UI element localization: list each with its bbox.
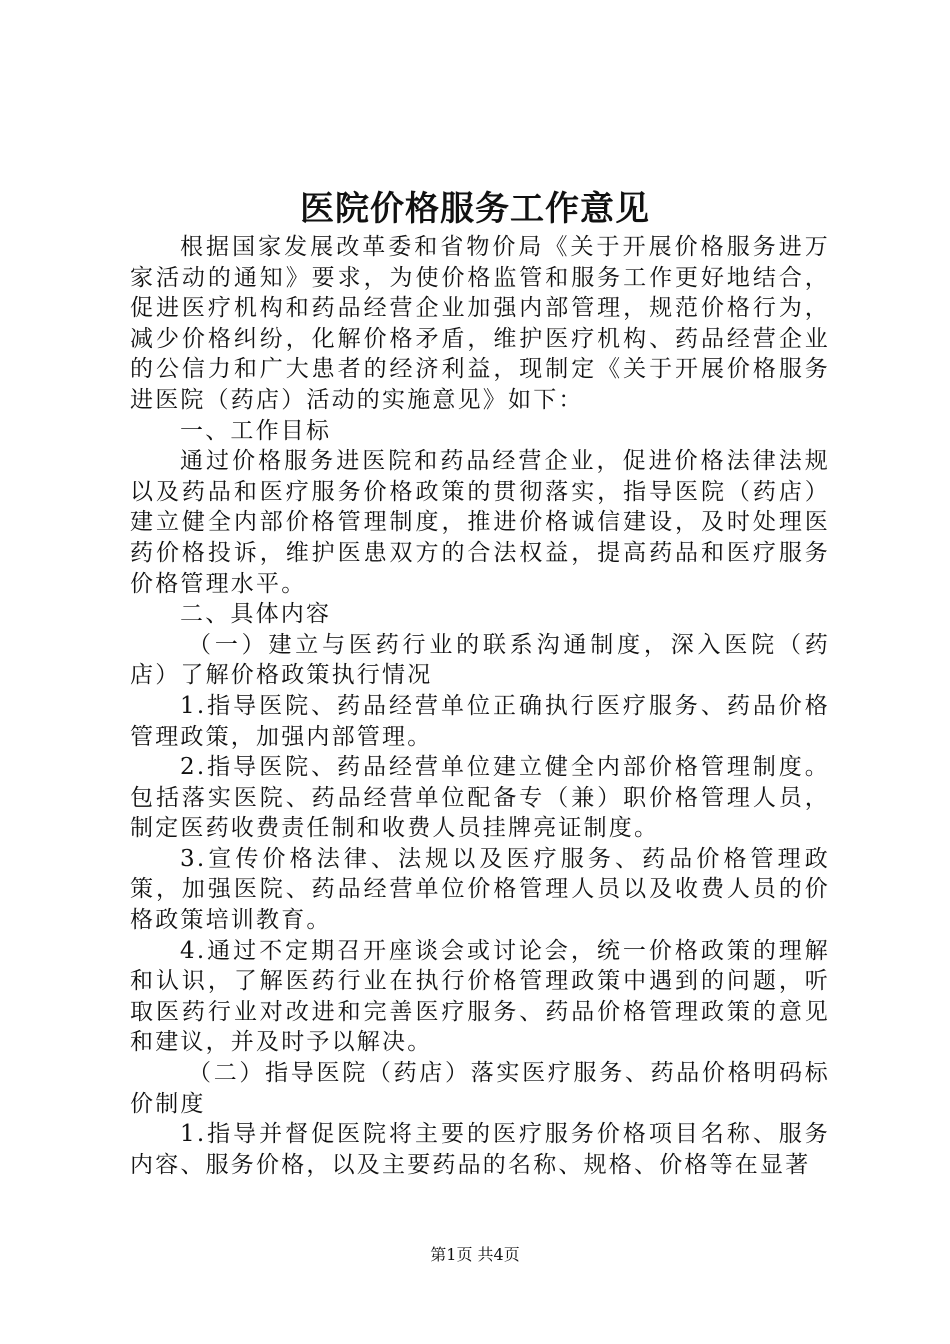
list-item: 3.宣传价格法律、法规以及医疗服务、药品价格管理政策，加强医院、药品经营单位价格管理人员以及收费人员的价格政策培训教育。 [130,845,830,934]
subsection-heading-1: （一）建立与医药行业的联系沟通制度，深入医院（药店）了解价格政策执行情况 [130,631,830,689]
page-number-label: 第1页 共4页 [430,1245,520,1264]
subsection-heading-2: （二）指导医院（药店）落实医疗服务、药品价格明码标价制度 [130,1060,830,1117]
section-heading-goals: 一、工作目标 [180,417,332,444]
section-heading-content: 二、具体内容 [180,601,332,628]
intro-paragraph: 根据国家发展改革委和省物价局《关于开展价格服务进万家活动的通知》要求，为使价格监管和服务工作更好地结合，促进医疗机构和药品经营企业加强内部管理，规范价格行为，减少价格纠纷，化解价格矛盾，维护医疗机构、药品经营企业的公信力和广大患者的经济利益，现制定《关于开展价格服务进医院（药店）活动的实施意见》如下： [130,234,830,413]
document-body [130,232,830,1180]
page-footer [0,1244,950,1266]
list-item: 2.指导医院、药品经营单位建立健全内部价格管理制度。包括落实医院、药品经营单位配备专（兼）职价格管理人员，制定医药收费责任制和收费人员挂牌亮证制度。 [130,754,830,842]
list-item: 1.指导医院、药品经营单位正确执行医疗服务、药品价格管理政策，加强内部管理。 [130,692,830,750]
document-title: 医院价格服务工作意见 [300,189,650,229]
list-item: 4.通过不定期召开座谈会或讨论会，统一价格政策的理解和认识，了解医药行业在执行价格管理政策中遇到的问题，听取医药行业对改进和完善医疗服务、药品价格管理政策的意见和建议，并及时予以解决。 [130,937,830,1056]
list-item: 1.指导并督促医院将主要的医疗服务价格项目名称、服务内容、服务价格，以及主要药品的名称、规格、价格等在显著 [130,1121,830,1178]
goals-paragraph: 通过价格服务进医院和药品经营企业，促进价格法律法规以及药品和医疗服务价格政策的贯彻落实，指导医院（药店）建立健全内部价格管理制度，推进价格诚信建设，及时处理医药价格投诉，维护医患双方的合法权益，提高药品和医疗服务价格管理水平。 [130,448,830,597]
